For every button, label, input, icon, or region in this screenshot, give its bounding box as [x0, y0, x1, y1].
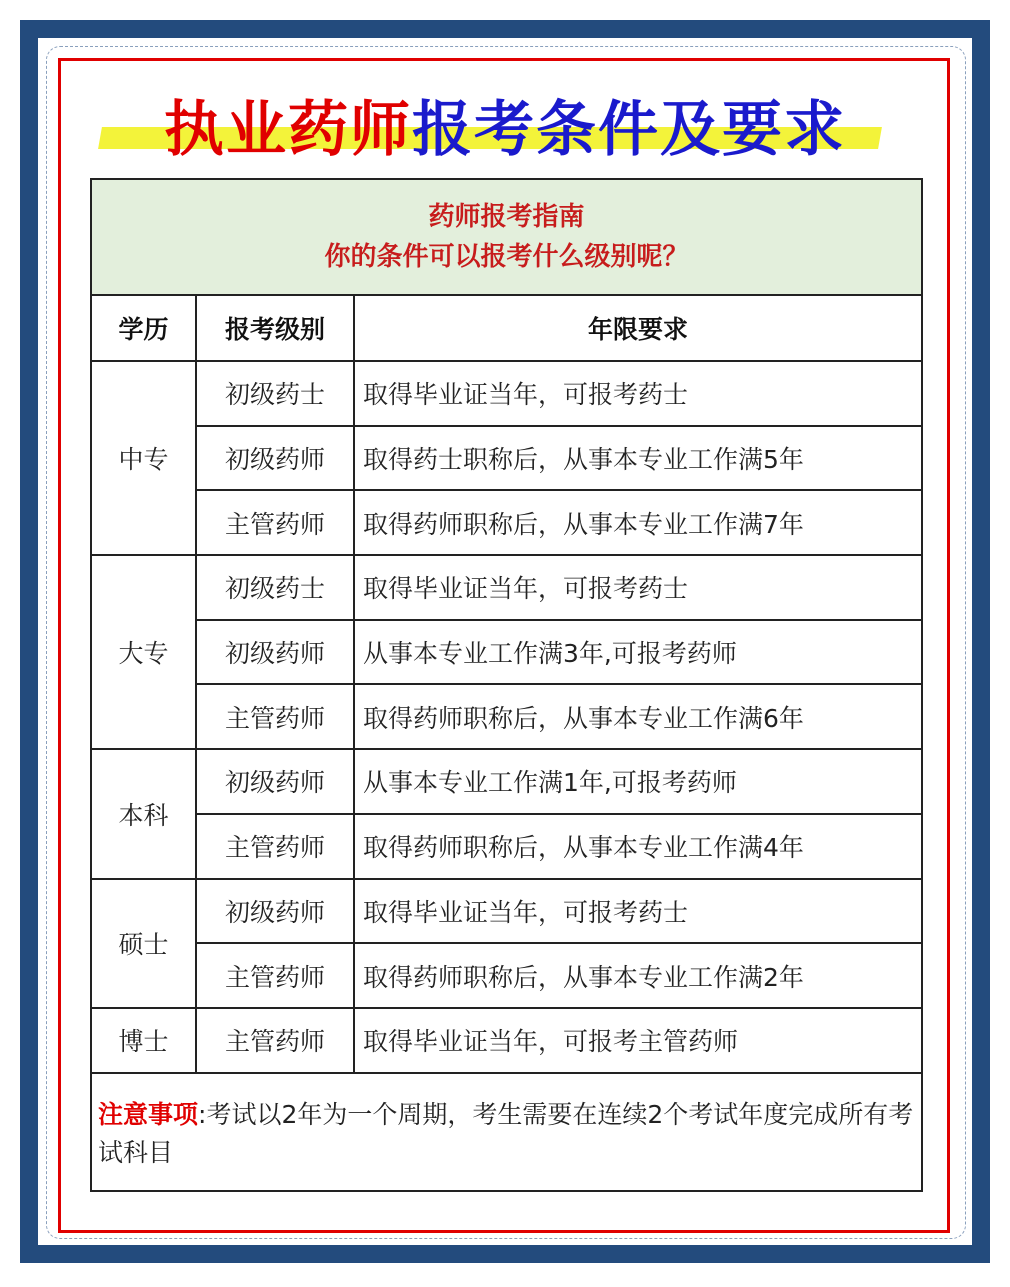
header-req: 年限要求 [354, 295, 922, 361]
level-cell: 初级药师 [196, 749, 354, 814]
table-row [91, 620, 922, 685]
requirement-cell: 从事本专业工作满3年,可报考药师 [354, 620, 922, 685]
table-row [91, 814, 922, 879]
guide-line2: 你的条件可以报考什么级别呢？ [324, 242, 689, 272]
edu-cell: 大专 [91, 555, 196, 749]
table-row [91, 749, 922, 814]
edu-cell: 本科 [91, 749, 196, 878]
requirement-cell: 取得药士职称后，从事本专业工作满5年 [354, 426, 922, 491]
edu-cell: 硕士 [91, 879, 196, 1008]
table-header-row [91, 295, 922, 361]
note-text: :考试以2年为一个周期，考生需要在连续2个考试年度完成所有考试科目 [98, 1099, 914, 1167]
level-cell: 初级药师 [196, 620, 354, 685]
requirement-cell: 取得毕业证当年，可报考药士 [354, 555, 922, 620]
requirement-cell: 取得药师职称后，从事本专业工作满2年 [354, 943, 922, 1008]
header-level: 报考级别 [196, 295, 354, 361]
table-row [91, 684, 922, 749]
guide-line1: 药师报考指南 [428, 202, 585, 232]
requirements-table [90, 178, 923, 1192]
page-title [0, 82, 1010, 168]
table-row [91, 490, 922, 555]
title-part-blue: 报考条件及要求 [412, 95, 846, 165]
requirement-cell: 取得毕业证当年，可报考主管药师 [354, 1008, 922, 1073]
title-part-red: 执业药师 [164, 95, 412, 165]
level-cell: 主管药师 [196, 490, 354, 555]
edu-cell: 中专 [91, 361, 196, 555]
table-row [91, 879, 922, 944]
table-row [91, 555, 922, 620]
guide-header [91, 179, 922, 295]
table-row [91, 426, 922, 491]
requirement-cell: 取得毕业证当年，可报考药士 [354, 361, 922, 426]
edu-cell: 博士 [91, 1008, 196, 1073]
level-cell: 主管药师 [196, 684, 354, 749]
level-cell: 主管药师 [196, 1008, 354, 1073]
note-label: 注意事项 [98, 1099, 199, 1129]
requirement-cell: 从事本专业工作满1年,可报考药师 [354, 749, 922, 814]
level-cell: 主管药师 [196, 943, 354, 1008]
level-cell: 初级药士 [196, 555, 354, 620]
requirement-cell: 取得药师职称后，从事本专业工作满7年 [354, 490, 922, 555]
requirement-cell: 取得药师职称后，从事本专业工作满4年 [354, 814, 922, 879]
level-cell: 主管药师 [196, 814, 354, 879]
table-row [91, 943, 922, 1008]
requirement-cell: 取得毕业证当年，可报考药士 [354, 879, 922, 944]
table-row [91, 361, 922, 426]
table-row [91, 1008, 922, 1073]
header-edu: 学历 [91, 295, 196, 361]
level-cell: 初级药师 [196, 426, 354, 491]
note-cell [91, 1073, 922, 1191]
level-cell: 初级药师 [196, 879, 354, 944]
level-cell: 初级药士 [196, 361, 354, 426]
requirement-cell: 取得药师职称后，从事本专业工作满6年 [354, 684, 922, 749]
